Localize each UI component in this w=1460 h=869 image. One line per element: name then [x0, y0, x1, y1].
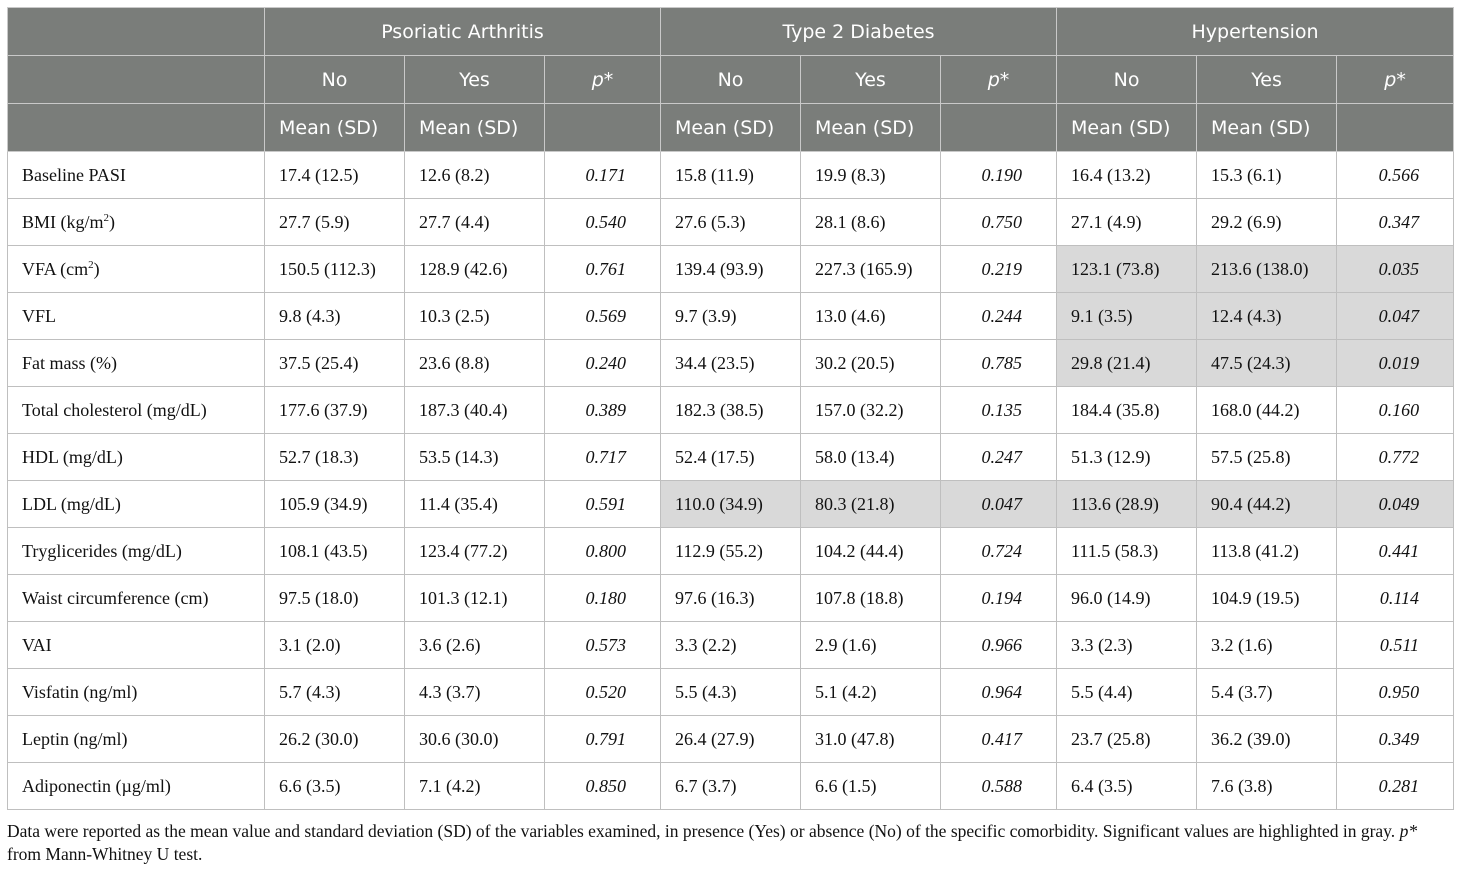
mean-sd-cell: 58.0 (13.4): [801, 434, 941, 481]
p-value-cell: 0.520: [545, 669, 661, 716]
row-label-text: Leptin (ng/ml): [22, 728, 128, 749]
row-label-text: Tryglicerides (mg/dL): [22, 540, 182, 561]
mean-sd-cell: 23.6 (8.8): [405, 340, 545, 387]
p-value-cell: 0.349: [1337, 716, 1454, 763]
mean-sd-cell: 157.0 (32.2): [801, 387, 941, 434]
footnote-p-text: from Mann-Whitney U test.: [7, 844, 203, 864]
mean-sd-cell: 47.5 (24.3): [1197, 340, 1337, 387]
p-value-cell: 0.540: [545, 199, 661, 246]
p-value-cell: 0.114: [1337, 575, 1454, 622]
mean-sd-cell: 12.4 (4.3): [1197, 293, 1337, 340]
p-value-cell: 0.180: [545, 575, 661, 622]
mean-sd-cell: 23.7 (25.8): [1057, 716, 1197, 763]
footnote-p-symbol: p*: [1399, 821, 1418, 841]
mean-sd-cell: 104.2 (44.4): [801, 528, 941, 575]
p-value-cell: 0.761: [545, 246, 661, 293]
subheader-no: No: [1057, 56, 1197, 104]
table-row: [8, 575, 1454, 622]
p-value-cell: 0.219: [941, 246, 1057, 293]
mean-sd-cell: 113.8 (41.2): [1197, 528, 1337, 575]
row-label-text: Baseline PASI: [22, 164, 126, 185]
mean-sd-cell: 27.1 (4.9): [1057, 199, 1197, 246]
mean-sd-cell: 3.2 (1.6): [1197, 622, 1337, 669]
mean-sd-cell: 128.9 (42.6): [405, 246, 545, 293]
p-value-cell: 0.950: [1337, 669, 1454, 716]
p-value-cell: 0.966: [941, 622, 1057, 669]
row-label: [8, 199, 265, 246]
row-label: [8, 716, 265, 763]
mean-sd-cell: 96.0 (14.9): [1057, 575, 1197, 622]
mean-sd-cell: 26.2 (30.0): [265, 716, 405, 763]
mean-sd-cell: 28.1 (8.6): [801, 199, 941, 246]
mean-sd-cell: 34.4 (23.5): [661, 340, 801, 387]
p-value-cell: 0.785: [941, 340, 1057, 387]
mean-sd-cell: 6.6 (1.5): [801, 763, 941, 810]
row-label-text: VFL: [22, 305, 57, 326]
mean-sd-cell: 182.3 (38.5): [661, 387, 801, 434]
subheader-p-value: p*: [545, 56, 661, 104]
mean-sd-cell: 29.8 (21.4): [1057, 340, 1197, 387]
subheader-no: No: [265, 56, 405, 104]
table-row: [8, 622, 1454, 669]
p-value-cell: 0.047: [941, 481, 1057, 528]
mean-sd-cell: 97.5 (18.0): [265, 575, 405, 622]
footnote-text: Data were reported as the mean value and standard deviation (SD) of the variables examined, in presence (Yes) or absence (No) of the specific comorbidity. Significant values are highlighted in gray.: [7, 821, 1400, 841]
mean-sd-cell: 90.4 (44.2): [1197, 481, 1337, 528]
row-label: [8, 481, 265, 528]
p-value-cell: 0.772: [1337, 434, 1454, 481]
mean-sd-cell: 15.8 (11.9): [661, 152, 801, 199]
header-blank-cell: [1337, 104, 1454, 152]
mean-sd-cell: 80.3 (21.8): [801, 481, 941, 528]
row-label: [8, 246, 265, 293]
mean-sd-cell: 112.9 (55.2): [661, 528, 801, 575]
row-label-text: VFA (cm: [22, 258, 89, 279]
mean-sd-cell: 187.3 (40.4): [405, 387, 545, 434]
p-value-cell: 0.588: [941, 763, 1057, 810]
table-row: [8, 246, 1454, 293]
stat-label: Mean (SD): [1197, 104, 1337, 152]
table-row: [8, 716, 1454, 763]
p-value-cell: 0.800: [545, 528, 661, 575]
mean-sd-cell: 2.9 (1.6): [801, 622, 941, 669]
mean-sd-cell: 27.7 (5.9): [265, 199, 405, 246]
stat-label: Mean (SD): [1057, 104, 1197, 152]
header-blank-cell: [8, 8, 265, 56]
row-label: [8, 669, 265, 716]
mean-sd-cell: 6.4 (3.5): [1057, 763, 1197, 810]
mean-sd-cell: 3.6 (2.6): [405, 622, 545, 669]
table-header: [8, 8, 1454, 152]
mean-sd-cell: 97.6 (16.3): [661, 575, 801, 622]
p-value-cell: 0.724: [941, 528, 1057, 575]
mean-sd-cell: 10.3 (2.5): [405, 293, 545, 340]
p-value-cell: 0.347: [1337, 199, 1454, 246]
mean-sd-cell: 17.4 (12.5): [265, 152, 405, 199]
mean-sd-cell: 4.3 (3.7): [405, 669, 545, 716]
p-value-cell: 0.135: [941, 387, 1057, 434]
row-label-suffix: ): [109, 211, 116, 232]
group-header-hypertension: Hypertension: [1057, 8, 1454, 56]
p-value-cell: 0.240: [545, 340, 661, 387]
mean-sd-cell: 107.8 (18.8): [801, 575, 941, 622]
mean-sd-cell: 3.3 (2.2): [661, 622, 801, 669]
group-header-psoriatic-arthritis: Psoriatic Arthritis: [265, 8, 661, 56]
stat-label: Mean (SD): [801, 104, 941, 152]
mean-sd-cell: 27.6 (5.3): [661, 199, 801, 246]
p-value-cell: 0.247: [941, 434, 1057, 481]
p-value-cell: 0.964: [941, 669, 1057, 716]
mean-sd-cell: 51.3 (12.9): [1057, 434, 1197, 481]
mean-sd-cell: 5.4 (3.7): [1197, 669, 1337, 716]
mean-sd-cell: 213.6 (138.0): [1197, 246, 1337, 293]
row-label-text: Waist circumference (cm): [22, 587, 209, 608]
mean-sd-cell: 123.1 (73.8): [1057, 246, 1197, 293]
p-value-cell: 0.511: [1337, 622, 1454, 669]
p-value-cell: 0.566: [1337, 152, 1454, 199]
mean-sd-cell: 53.5 (14.3): [405, 434, 545, 481]
p-value-cell: 0.850: [545, 763, 661, 810]
mean-sd-cell: 11.4 (35.4): [405, 481, 545, 528]
table-row: [8, 387, 1454, 434]
mean-sd-cell: 5.1 (4.2): [801, 669, 941, 716]
mean-sd-cell: 111.5 (58.3): [1057, 528, 1197, 575]
row-label: [8, 434, 265, 481]
row-label: [8, 575, 265, 622]
mean-sd-cell: 168.0 (44.2): [1197, 387, 1337, 434]
table-row: [8, 340, 1454, 387]
mean-sd-cell: 31.0 (47.8): [801, 716, 941, 763]
subheader-yes: Yes: [1197, 56, 1337, 104]
p-value-cell: 0.591: [545, 481, 661, 528]
table-row: [8, 763, 1454, 810]
p-value-cell: 0.750: [941, 199, 1057, 246]
table-body: [8, 152, 1454, 810]
p-value-cell: 0.441: [1337, 528, 1454, 575]
mean-sd-cell: 29.2 (6.9): [1197, 199, 1337, 246]
p-value-cell: 0.244: [941, 293, 1057, 340]
mean-sd-cell: 36.2 (39.0): [1197, 716, 1337, 763]
mean-sd-cell: 5.7 (4.3): [265, 669, 405, 716]
table-row: [8, 481, 1454, 528]
p-value-cell: 0.791: [545, 716, 661, 763]
p-value-cell: 0.019: [1337, 340, 1454, 387]
mean-sd-cell: 105.9 (34.9): [265, 481, 405, 528]
mean-sd-cell: 184.4 (35.8): [1057, 387, 1197, 434]
p-value-cell: 0.389: [545, 387, 661, 434]
mean-sd-cell: 12.6 (8.2): [405, 152, 545, 199]
mean-sd-cell: 27.7 (4.4): [405, 199, 545, 246]
group-header-type-2-diabetes: Type 2 Diabetes: [661, 8, 1057, 56]
mean-sd-cell: 227.3 (165.9): [801, 246, 941, 293]
p-value-cell: 0.047: [1337, 293, 1454, 340]
mean-sd-cell: 3.1 (2.0): [265, 622, 405, 669]
row-label-text: Fat mass (%): [22, 352, 117, 373]
row-label-text: LDL (mg/dL): [22, 493, 121, 514]
mean-sd-cell: 16.4 (13.2): [1057, 152, 1197, 199]
row-label: [8, 528, 265, 575]
row-label-superscript: 2: [103, 211, 110, 224]
comorbidity-results-table: [7, 7, 1454, 810]
row-label-text: Total cholesterol (mg/dL): [22, 399, 207, 420]
mean-sd-cell: 19.9 (8.3): [801, 152, 941, 199]
row-label-text: Adiponectin (µg/ml): [22, 775, 171, 796]
table-row: [8, 528, 1454, 575]
mean-sd-cell: 9.1 (3.5): [1057, 293, 1197, 340]
mean-sd-cell: 9.8 (4.3): [265, 293, 405, 340]
mean-sd-cell: 30.6 (30.0): [405, 716, 545, 763]
header-blank-cell: [8, 104, 265, 152]
table-row: [8, 669, 1454, 716]
mean-sd-cell: 101.3 (12.1): [405, 575, 545, 622]
p-value-cell: 0.573: [545, 622, 661, 669]
mean-sd-cell: 139.4 (93.9): [661, 246, 801, 293]
mean-sd-cell: 177.6 (37.9): [265, 387, 405, 434]
mean-sd-cell: 37.5 (25.4): [265, 340, 405, 387]
row-label-text: BMI (kg/m: [22, 211, 104, 232]
results-table-container: [7, 7, 1453, 866]
row-label: [8, 293, 265, 340]
mean-sd-cell: 52.7 (18.3): [265, 434, 405, 481]
mean-sd-cell: 108.1 (43.5): [265, 528, 405, 575]
p-value-cell: 0.717: [545, 434, 661, 481]
row-label: [8, 763, 265, 810]
table-row: [8, 152, 1454, 199]
row-label-suffix: ): [93, 258, 100, 279]
mean-sd-cell: 123.4 (77.2): [405, 528, 545, 575]
mean-sd-cell: 6.6 (3.5): [265, 763, 405, 810]
p-value-cell: 0.194: [941, 575, 1057, 622]
row-label-text: VAI: [22, 634, 52, 655]
header-blank-cell: [941, 104, 1057, 152]
header-blank-cell: [545, 104, 661, 152]
mean-sd-cell: 15.3 (6.1): [1197, 152, 1337, 199]
mean-sd-cell: 30.2 (20.5): [801, 340, 941, 387]
subheader-yes: Yes: [405, 56, 545, 104]
mean-sd-cell: 5.5 (4.4): [1057, 669, 1197, 716]
subheader-p-value: p*: [1337, 56, 1454, 104]
table-row: [8, 199, 1454, 246]
stat-label: Mean (SD): [405, 104, 545, 152]
p-value-cell: 0.035: [1337, 246, 1454, 293]
group-header-row: [8, 8, 1454, 56]
row-label: [8, 152, 265, 199]
subheader-yes: Yes: [801, 56, 941, 104]
mean-sd-cell: 3.3 (2.3): [1057, 622, 1197, 669]
header-blank-cell: [8, 56, 265, 104]
stat-label: Mean (SD): [265, 104, 405, 152]
mean-sd-cell: 52.4 (17.5): [661, 434, 801, 481]
mean-sd-cell: 26.4 (27.9): [661, 716, 801, 763]
p-value-cell: 0.171: [545, 152, 661, 199]
row-label: [8, 622, 265, 669]
p-value-cell: 0.049: [1337, 481, 1454, 528]
stat-header-row: [8, 104, 1454, 152]
row-label-text: Visfatin (ng/ml): [22, 681, 138, 702]
p-value-cell: 0.281: [1337, 763, 1454, 810]
table-row: [8, 434, 1454, 481]
mean-sd-cell: 113.6 (28.9): [1057, 481, 1197, 528]
stat-label: Mean (SD): [661, 104, 801, 152]
table-footnote: [7, 820, 1453, 866]
p-value-cell: 0.417: [941, 716, 1057, 763]
mean-sd-cell: 7.1 (4.2): [405, 763, 545, 810]
row-label: [8, 340, 265, 387]
mean-sd-cell: 5.5 (4.3): [661, 669, 801, 716]
subheader-p-value: p*: [941, 56, 1057, 104]
p-value-cell: 0.569: [545, 293, 661, 340]
mean-sd-cell: 110.0 (34.9): [661, 481, 801, 528]
row-label: [8, 387, 265, 434]
p-value-cell: 0.160: [1337, 387, 1454, 434]
mean-sd-cell: 7.6 (3.8): [1197, 763, 1337, 810]
mean-sd-cell: 13.0 (4.6): [801, 293, 941, 340]
mean-sd-cell: 6.7 (3.7): [661, 763, 801, 810]
mean-sd-cell: 9.7 (3.9): [661, 293, 801, 340]
mean-sd-cell: 57.5 (25.8): [1197, 434, 1337, 481]
subgroup-header-row: [8, 56, 1454, 104]
row-label-text: HDL (mg/dL): [22, 446, 123, 467]
table-row: [8, 293, 1454, 340]
row-label-superscript: 2: [88, 258, 94, 271]
mean-sd-cell: 150.5 (112.3): [265, 246, 405, 293]
subheader-no: No: [661, 56, 801, 104]
p-value-cell: 0.190: [941, 152, 1057, 199]
mean-sd-cell: 104.9 (19.5): [1197, 575, 1337, 622]
